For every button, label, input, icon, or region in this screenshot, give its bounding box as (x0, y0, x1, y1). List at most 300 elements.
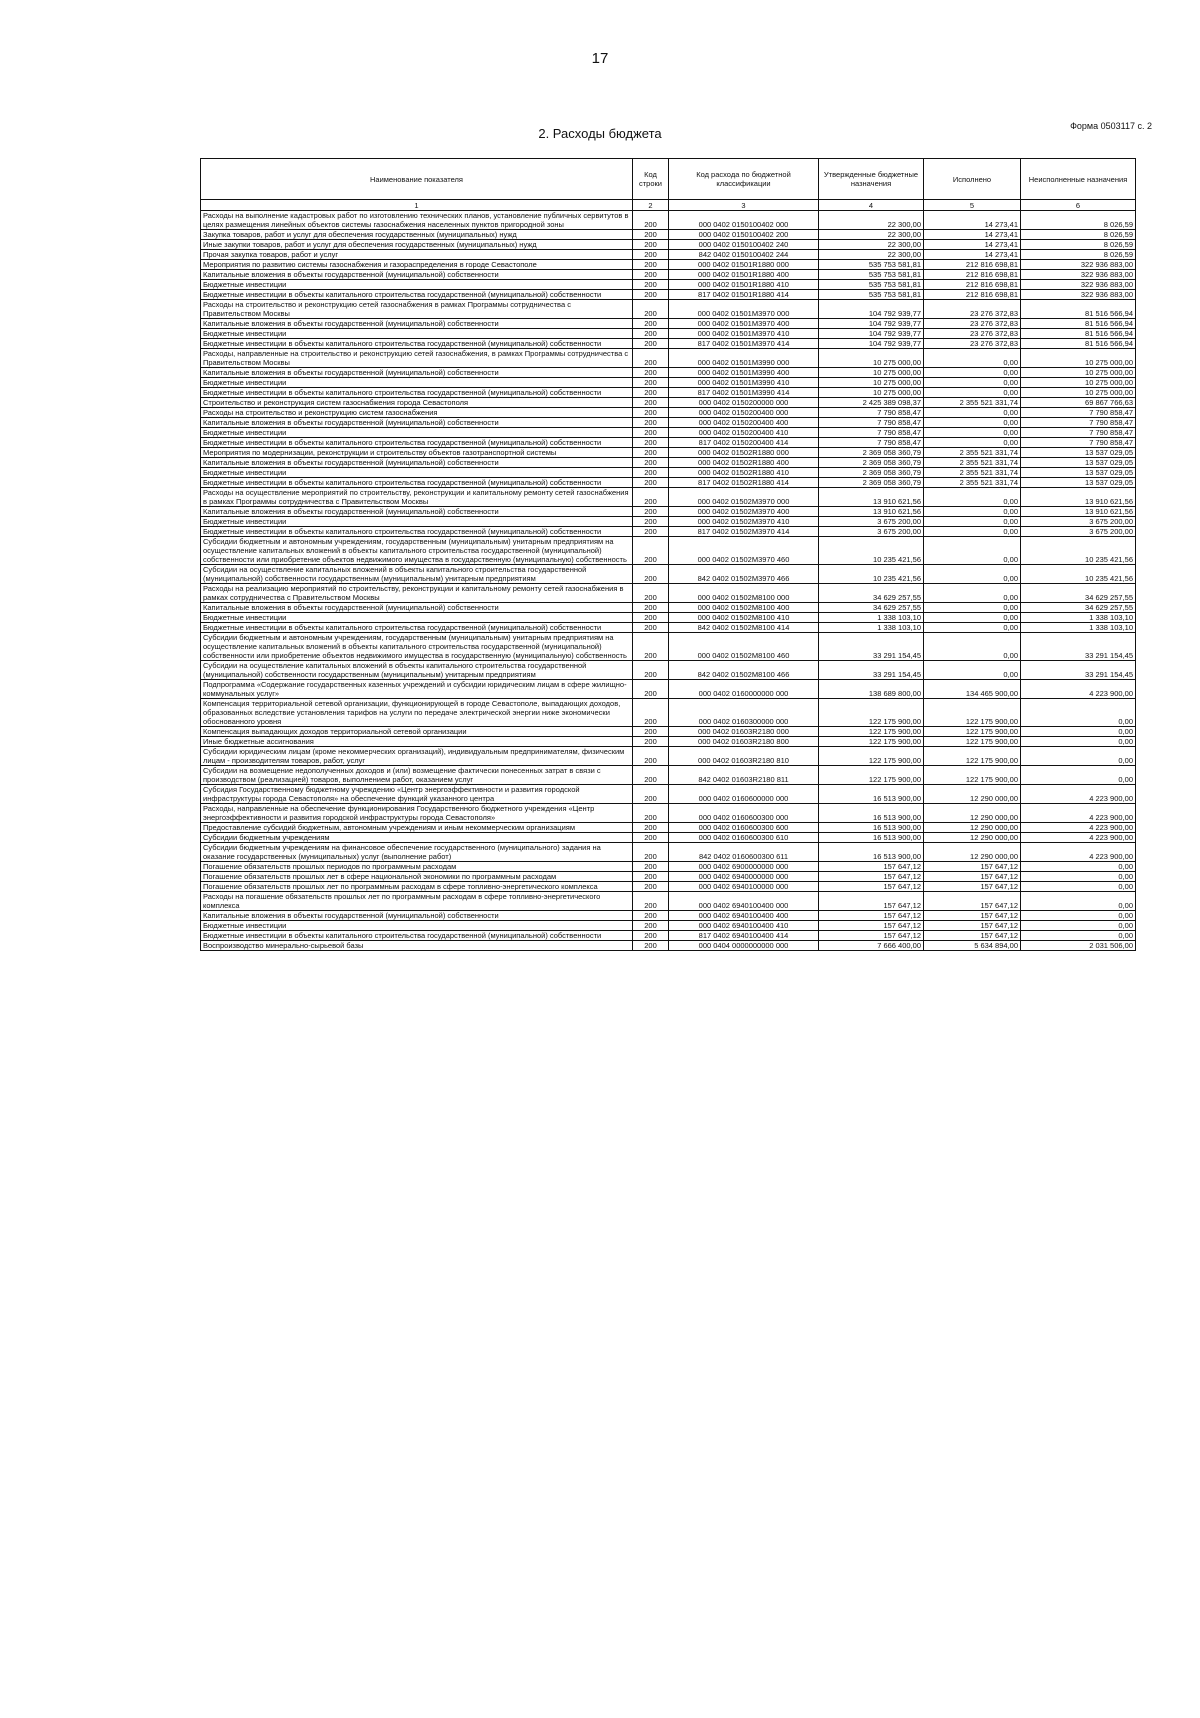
row-unexecuted-cell: 7 790 858,47 (1021, 438, 1136, 448)
table-row (201, 507, 1136, 517)
row-name-cell: Закупка товаров, работ и услуг для обеспечения государственных (муниципальных) нужд (201, 230, 633, 240)
row-executed-cell: 212 816 698,81 (924, 260, 1021, 270)
table-row (201, 941, 1136, 951)
row-executed-cell: 0,00 (924, 438, 1021, 448)
page-title: 2. Расходы бюджета (538, 126, 662, 141)
row-line-code-cell: 200 (633, 448, 669, 458)
row-name-cell: Бюджетные инвестиции (201, 280, 633, 290)
row-unexecuted-cell: 8 026,59 (1021, 230, 1136, 240)
row-name-cell: Расходы на строительство и реконструкцию сетей газоснабжения в рамках Программы сотрудничества с Правительством Москвы (201, 300, 633, 319)
row-unexecuted-cell: 322 936 883,00 (1021, 280, 1136, 290)
row-line-code-cell: 200 (633, 230, 669, 240)
row-unexecuted-cell: 4 223 900,00 (1021, 785, 1136, 804)
row-line-code-cell: 200 (633, 240, 669, 250)
row-name-cell: Субсидии бюджетным и автономным учреждениям, государственным (муниципальным) унитарным предприятиям на осуществление капитальных вложений в объекты капитального строительства государственной (муниципальной) собственности или приобретение объектов недвижимого имущества в государственную (муниципальную) собственность (201, 633, 633, 661)
row-approved-cell: 16 513 900,00 (819, 843, 924, 862)
row-line-code-cell: 200 (633, 260, 669, 270)
table-row (201, 823, 1136, 833)
row-approved-cell: 1 338 103,10 (819, 623, 924, 633)
row-line-code-cell: 200 (633, 339, 669, 349)
table-row (201, 680, 1136, 699)
form-code: Форма 0503117 с. 2 (1070, 121, 1152, 131)
row-unexecuted-cell: 13 537 029,05 (1021, 468, 1136, 478)
table-row (201, 408, 1136, 418)
row-unexecuted-cell: 0,00 (1021, 862, 1136, 872)
row-line-code-cell: 200 (633, 537, 669, 565)
row-approved-cell: 3 675 200,00 (819, 527, 924, 537)
row-approved-cell: 157 647,12 (819, 921, 924, 931)
row-name-cell: Предоставление субсидий бюджетным, автономным учреждениям и иным некоммерческим организациям (201, 823, 633, 833)
row-approved-cell: 2 425 389 098,37 (819, 398, 924, 408)
column-number: 3 (669, 200, 819, 211)
table-row (201, 378, 1136, 388)
row-executed-cell: 0,00 (924, 378, 1021, 388)
row-name-cell: Бюджетные инвестиции (201, 378, 633, 388)
column-number: 1 (201, 200, 633, 211)
row-executed-cell: 14 273,41 (924, 250, 1021, 260)
row-name-cell: Бюджетные инвестиции в объекты капитального строительства государственной (муниципальной) собственности (201, 623, 633, 633)
table-row (201, 766, 1136, 785)
row-name-cell: Бюджетные инвестиции (201, 517, 633, 527)
row-name-cell: Погашение обязательств прошлых лет в сфере национальной экономики по программным расходам (201, 872, 633, 882)
row-name-cell: Бюджетные инвестиции в объекты капитального строительства государственной (муниципальной) собственности (201, 290, 633, 300)
table-row (201, 699, 1136, 727)
row-unexecuted-cell: 13 910 621,56 (1021, 488, 1136, 507)
row-approved-cell: 122 175 900,00 (819, 737, 924, 747)
row-unexecuted-cell: 0,00 (1021, 766, 1136, 785)
row-line-code-cell: 200 (633, 862, 669, 872)
table-row (201, 661, 1136, 680)
table-row (201, 458, 1136, 468)
table-row (201, 230, 1136, 240)
column-number: 2 (633, 200, 669, 211)
row-name-cell: Строительство и реконструкция систем газоснабжения города Севастополя (201, 398, 633, 408)
row-executed-cell: 134 465 900,00 (924, 680, 1021, 699)
row-line-code-cell: 200 (633, 823, 669, 833)
table-row (201, 747, 1136, 766)
row-executed-cell: 122 175 900,00 (924, 727, 1021, 737)
row-executed-cell: 157 647,12 (924, 862, 1021, 872)
row-line-code-cell: 200 (633, 428, 669, 438)
row-executed-cell: 0,00 (924, 488, 1021, 507)
row-name-cell: Иные закупки товаров, работ и услуг для обеспечения государственных (муниципальных) нужд (201, 240, 633, 250)
row-expense-code-cell: 000 0402 01501R1880 410 (669, 280, 819, 290)
row-name-cell: Субсидии бюджетным учреждениям (201, 833, 633, 843)
row-expense-code-cell: 842 0402 01502M3970 466 (669, 565, 819, 584)
row-approved-cell: 10 235 421,56 (819, 565, 924, 584)
row-unexecuted-cell: 8 026,59 (1021, 240, 1136, 250)
table-row (201, 921, 1136, 931)
table-row (201, 882, 1136, 892)
row-unexecuted-cell: 0,00 (1021, 921, 1136, 931)
row-line-code-cell: 200 (633, 488, 669, 507)
row-name-cell: Субсидии на осуществление капитальных вложений в объекты капитального строительства государственной (муниципальной) собственности государственным (муниципальным) унитарным предприятиям (201, 661, 633, 680)
row-approved-cell: 157 647,12 (819, 872, 924, 882)
row-expense-code-cell: 000 0402 01501M3970 400 (669, 319, 819, 329)
row-approved-cell: 16 513 900,00 (819, 823, 924, 833)
table-row (201, 448, 1136, 458)
row-line-code-cell: 200 (633, 211, 669, 230)
row-line-code-cell: 200 (633, 699, 669, 727)
row-name-cell: Бюджетные инвестиции в объекты капитального строительства государственной (муниципальной) собственности (201, 931, 633, 941)
row-unexecuted-cell: 4 223 900,00 (1021, 843, 1136, 862)
row-name-cell: Субсидии на возмещение недополученных доходов и (или) возмещение фактически понесенных затрат в связи с производством (реализацией) товаров, выполнением работ, оказанием услуг (201, 766, 633, 785)
row-name-cell: Капитальные вложения в объекты государственной (муниципальной) собственности (201, 603, 633, 613)
row-line-code-cell: 200 (633, 603, 669, 613)
row-name-cell: Компенсация территориальной сетевой организации, функционирующей в городе Севастополе, выпадающих доходов, образованных вследствие установления тарифов на услуги по передаче электрической энергии ниже экономически обоснованного уровня (201, 699, 633, 727)
row-expense-code-cell: 000 0402 0160300000 000 (669, 699, 819, 727)
table-row (201, 329, 1136, 339)
row-expense-code-cell: 000 0402 01501M3990 000 (669, 349, 819, 368)
row-executed-cell: 12 290 000,00 (924, 804, 1021, 823)
row-expense-code-cell: 842 0402 0150100402 244 (669, 250, 819, 260)
row-executed-cell: 0,00 (924, 603, 1021, 613)
row-name-cell: Бюджетные инвестиции в объекты капитального строительства государственной (муниципальной) собственности (201, 438, 633, 448)
row-unexecuted-cell: 10 275 000,00 (1021, 368, 1136, 378)
row-executed-cell: 0,00 (924, 388, 1021, 398)
row-unexecuted-cell: 81 516 566,94 (1021, 300, 1136, 319)
row-unexecuted-cell: 0,00 (1021, 911, 1136, 921)
row-executed-cell: 157 647,12 (924, 931, 1021, 941)
row-unexecuted-cell: 81 516 566,94 (1021, 339, 1136, 349)
row-executed-cell: 0,00 (924, 408, 1021, 418)
row-line-code-cell: 200 (633, 438, 669, 448)
row-name-cell: Расходы на реализацию мероприятий по строительству, реконструкции и капитальному ремонту сетей газоснабжения в рамках сотрудничества с Правительством Москвы (201, 584, 633, 603)
row-unexecuted-cell: 8 026,59 (1021, 250, 1136, 260)
row-approved-cell: 10 275 000,00 (819, 349, 924, 368)
row-name-cell: Подпрограмма «Содержание государственных казенных учреждений и субсидии юридическим лицам в сфере жилищно-коммунальных услуг» (201, 680, 633, 699)
row-executed-cell: 212 816 698,81 (924, 290, 1021, 300)
row-unexecuted-cell: 10 235 421,56 (1021, 565, 1136, 584)
row-expense-code-cell: 000 0402 01603R2180 800 (669, 737, 819, 747)
header-indicator-name: Наименование показателя (201, 159, 633, 200)
table-row (201, 833, 1136, 843)
table-row (201, 804, 1136, 823)
row-name-cell: Бюджетные инвестиции (201, 329, 633, 339)
table-row (201, 517, 1136, 527)
row-approved-cell: 22 300,00 (819, 230, 924, 240)
row-name-cell: Капитальные вложения в объекты государственной (муниципальной) собственности (201, 911, 633, 921)
table-row (201, 368, 1136, 378)
row-unexecuted-cell: 13 537 029,05 (1021, 448, 1136, 458)
row-line-code-cell: 200 (633, 398, 669, 408)
row-unexecuted-cell: 322 936 883,00 (1021, 260, 1136, 270)
row-line-code-cell: 200 (633, 843, 669, 862)
table-row (201, 527, 1136, 537)
row-executed-cell: 0,00 (924, 507, 1021, 517)
row-line-code-cell: 200 (633, 418, 669, 428)
row-executed-cell: 157 647,12 (924, 882, 1021, 892)
row-expense-code-cell: 000 0402 6940100400 400 (669, 911, 819, 921)
row-line-code-cell: 200 (633, 872, 669, 882)
table-row (201, 270, 1136, 280)
row-approved-cell: 104 792 939,77 (819, 339, 924, 349)
row-expense-code-cell: 000 0402 0160600000 000 (669, 785, 819, 804)
row-line-code-cell: 200 (633, 378, 669, 388)
row-approved-cell: 122 175 900,00 (819, 747, 924, 766)
header-approved: Утвержденные бюджетные назначения (819, 159, 924, 200)
row-name-cell: Иные бюджетные ассигнования (201, 737, 633, 747)
row-name-cell: Капитальные вложения в объекты государственной (муниципальной) собственности (201, 458, 633, 468)
table-row (201, 290, 1136, 300)
row-approved-cell: 122 175 900,00 (819, 727, 924, 737)
row-name-cell: Расходы на осуществление мероприятий по строительству, реконструкции и капитальному ремонту сетей газоснабжения в рамках Программы сотрудничества с Правительством Москвы (201, 488, 633, 507)
row-executed-cell: 2 355 521 331,74 (924, 458, 1021, 468)
header-line-code: Код строки (633, 159, 669, 200)
row-executed-cell: 12 290 000,00 (924, 823, 1021, 833)
row-approved-cell: 535 753 581,81 (819, 270, 924, 280)
row-line-code-cell: 200 (633, 892, 669, 911)
row-unexecuted-cell: 8 026,59 (1021, 211, 1136, 230)
row-unexecuted-cell: 34 629 257,55 (1021, 603, 1136, 613)
row-executed-cell: 157 647,12 (924, 921, 1021, 931)
row-expense-code-cell: 000 0402 0150100402 000 (669, 211, 819, 230)
row-approved-cell: 535 753 581,81 (819, 280, 924, 290)
row-executed-cell: 23 276 372,83 (924, 319, 1021, 329)
row-executed-cell: 122 175 900,00 (924, 737, 1021, 747)
row-line-code-cell: 200 (633, 623, 669, 633)
table-row (201, 319, 1136, 329)
row-line-code-cell: 200 (633, 300, 669, 319)
row-expense-code-cell: 000 0402 0150200400 410 (669, 428, 819, 438)
row-unexecuted-cell: 33 291 154,45 (1021, 661, 1136, 680)
row-executed-cell: 0,00 (924, 537, 1021, 565)
row-approved-cell: 1 338 103,10 (819, 613, 924, 623)
row-expense-code-cell: 000 0402 01502M3970 410 (669, 517, 819, 527)
row-line-code-cell: 200 (633, 458, 669, 468)
row-line-code-cell: 200 (633, 478, 669, 488)
row-unexecuted-cell: 10 275 000,00 (1021, 349, 1136, 368)
row-expense-code-cell: 817 0402 6940100400 414 (669, 931, 819, 941)
row-executed-cell: 12 290 000,00 (924, 843, 1021, 862)
column-number-row (201, 200, 1136, 211)
row-approved-cell: 22 300,00 (819, 250, 924, 260)
row-expense-code-cell: 842 0402 01502M8100 414 (669, 623, 819, 633)
row-unexecuted-cell: 0,00 (1021, 892, 1136, 911)
row-executed-cell: 122 175 900,00 (924, 699, 1021, 727)
row-name-cell: Бюджетные инвестиции в объекты капитального строительства государственной (муниципальной) собственности (201, 478, 633, 488)
row-name-cell: Расходы, направленные на обеспечение функционирования Государственного бюджетного учреждения «Центр энергоэффективности и развития городской инфраструктуры города Севастополя» (201, 804, 633, 823)
row-line-code-cell: 200 (633, 368, 669, 378)
row-expense-code-cell: 000 0402 0160600300 610 (669, 833, 819, 843)
row-line-code-cell: 200 (633, 727, 669, 737)
row-line-code-cell: 200 (633, 319, 669, 329)
budget-expenses-table (200, 158, 1136, 951)
row-unexecuted-cell: 0,00 (1021, 872, 1136, 882)
row-unexecuted-cell: 3 675 200,00 (1021, 517, 1136, 527)
row-expense-code-cell: 000 0402 0160600300 000 (669, 804, 819, 823)
row-approved-cell: 157 647,12 (819, 931, 924, 941)
row-approved-cell: 122 175 900,00 (819, 699, 924, 727)
table-row (201, 300, 1136, 319)
row-expense-code-cell: 000 0402 6900000000 000 (669, 862, 819, 872)
table-row (201, 727, 1136, 737)
table-row (201, 785, 1136, 804)
row-name-cell: Субсидии на осуществление капитальных вложений в объекты капитального строительства государственной (муниципальной) собственности государственным (муниципальным) унитарным предприятиям (201, 565, 633, 584)
row-executed-cell: 2 355 521 331,74 (924, 478, 1021, 488)
row-executed-cell: 0,00 (924, 527, 1021, 537)
row-executed-cell: 0,00 (924, 418, 1021, 428)
row-unexecuted-cell: 1 338 103,10 (1021, 613, 1136, 623)
row-unexecuted-cell: 322 936 883,00 (1021, 270, 1136, 280)
column-number: 4 (819, 200, 924, 211)
table-row (201, 468, 1136, 478)
table-row (201, 584, 1136, 603)
table-row (201, 565, 1136, 584)
row-approved-cell: 157 647,12 (819, 862, 924, 872)
row-approved-cell: 22 300,00 (819, 240, 924, 250)
column-number: 6 (1021, 200, 1136, 211)
row-expense-code-cell: 000 0402 0150200400 400 (669, 418, 819, 428)
row-name-cell: Субсидия Государственному бюджетному учреждению «Центр энергоэффективности и развития городской инфраструктуры города Севастополя» на обеспечение функций указанного центра (201, 785, 633, 804)
row-approved-cell: 7 790 858,47 (819, 438, 924, 448)
row-unexecuted-cell: 13 537 029,05 (1021, 478, 1136, 488)
row-name-cell: Бюджетные инвестиции в объекты капитального строительства государственной (муниципальной) собственности (201, 527, 633, 537)
row-unexecuted-cell: 34 629 257,55 (1021, 584, 1136, 603)
row-expense-code-cell: 000 0402 01501M3970 000 (669, 300, 819, 319)
row-expense-code-cell: 000 0402 01502M8100 410 (669, 613, 819, 623)
row-approved-cell: 16 513 900,00 (819, 785, 924, 804)
row-expense-code-cell: 000 0402 0150100402 200 (669, 230, 819, 240)
row-expense-code-cell: 842 0402 01502M8100 466 (669, 661, 819, 680)
row-executed-cell: 14 273,41 (924, 230, 1021, 240)
row-line-code-cell: 200 (633, 661, 669, 680)
row-unexecuted-cell: 13 910 621,56 (1021, 507, 1136, 517)
row-unexecuted-cell: 81 516 566,94 (1021, 329, 1136, 339)
row-expense-code-cell: 000 0404 0000000000 000 (669, 941, 819, 951)
row-unexecuted-cell: 13 537 029,05 (1021, 458, 1136, 468)
table-row (201, 931, 1136, 941)
row-expense-code-cell: 000 0402 01501R1880 000 (669, 260, 819, 270)
row-approved-cell: 13 910 621,56 (819, 488, 924, 507)
table-header-row (201, 159, 1136, 200)
row-expense-code-cell: 000 0402 6940100000 000 (669, 882, 819, 892)
column-number: 5 (924, 200, 1021, 211)
row-expense-code-cell: 000 0402 0150200400 000 (669, 408, 819, 418)
row-line-code-cell: 200 (633, 280, 669, 290)
row-name-cell: Мероприятия по развитию системы газоснабжения и газораспределения в городе Севастополе (201, 260, 633, 270)
table-row (201, 613, 1136, 623)
row-approved-cell: 3 675 200,00 (819, 517, 924, 527)
table-row (201, 843, 1136, 862)
row-expense-code-cell: 000 0402 0150100402 240 (669, 240, 819, 250)
row-expense-code-cell: 000 0402 0160600300 600 (669, 823, 819, 833)
row-executed-cell: 2 355 521 331,74 (924, 448, 1021, 458)
row-unexecuted-cell: 33 291 154,45 (1021, 633, 1136, 661)
row-unexecuted-cell: 10 235 421,56 (1021, 537, 1136, 565)
row-executed-cell: 12 290 000,00 (924, 785, 1021, 804)
row-line-code-cell: 200 (633, 680, 669, 699)
row-line-code-cell: 200 (633, 250, 669, 260)
row-line-code-cell: 200 (633, 517, 669, 527)
row-name-cell: Погашение обязательств прошлых лет по программным расходам в сфере топливно-энергетического комплекса (201, 882, 633, 892)
row-executed-cell: 157 647,12 (924, 892, 1021, 911)
row-unexecuted-cell: 7 790 858,47 (1021, 418, 1136, 428)
table-row (201, 737, 1136, 747)
row-name-cell: Погашение обязательств прошлых периодов по программным расходам (201, 862, 633, 872)
row-executed-cell: 5 634 894,00 (924, 941, 1021, 951)
row-approved-cell: 2 369 058 360,79 (819, 468, 924, 478)
row-approved-cell: 535 753 581,81 (819, 290, 924, 300)
table-row (201, 488, 1136, 507)
row-line-code-cell: 200 (633, 921, 669, 931)
row-expense-code-cell: 817 0402 01501M3990 414 (669, 388, 819, 398)
table-row (201, 862, 1136, 872)
table-row (201, 349, 1136, 368)
row-line-code-cell: 200 (633, 931, 669, 941)
row-executed-cell: 0,00 (924, 349, 1021, 368)
row-line-code-cell: 200 (633, 785, 669, 804)
row-executed-cell: 14 273,41 (924, 240, 1021, 250)
row-executed-cell: 23 276 372,83 (924, 339, 1021, 349)
row-executed-cell: 122 175 900,00 (924, 766, 1021, 785)
row-executed-cell: 12 290 000,00 (924, 833, 1021, 843)
row-unexecuted-cell: 0,00 (1021, 882, 1136, 892)
row-approved-cell: 34 629 257,55 (819, 584, 924, 603)
row-expense-code-cell: 000 0402 01502M8100 460 (669, 633, 819, 661)
table-row (201, 911, 1136, 921)
row-executed-cell: 122 175 900,00 (924, 747, 1021, 766)
row-unexecuted-cell: 7 790 858,47 (1021, 428, 1136, 438)
row-expense-code-cell: 000 0402 01502M3970 400 (669, 507, 819, 517)
row-approved-cell: 16 513 900,00 (819, 833, 924, 843)
row-name-cell: Бюджетные инвестиции (201, 613, 633, 623)
row-approved-cell: 7 790 858,47 (819, 428, 924, 438)
table-row (201, 633, 1136, 661)
table-row (201, 478, 1136, 488)
row-line-code-cell: 200 (633, 290, 669, 300)
row-expense-code-cell: 817 0402 01501M3970 414 (669, 339, 819, 349)
row-name-cell: Субсидии бюджетным учреждениям на финансовое обеспечение государственного (муниципального) задания на оказание государственных (муниципальных) услуг (выполнение работ) (201, 843, 633, 862)
row-name-cell: Капитальные вложения в объекты государственной (муниципальной) собственности (201, 319, 633, 329)
table-row (201, 388, 1136, 398)
table-row (201, 418, 1136, 428)
row-approved-cell: 7 666 400,00 (819, 941, 924, 951)
row-executed-cell: 23 276 372,83 (924, 329, 1021, 339)
row-unexecuted-cell: 1 338 103,10 (1021, 623, 1136, 633)
row-line-code-cell: 200 (633, 911, 669, 921)
row-expense-code-cell: 817 0402 01501R1880 414 (669, 290, 819, 300)
row-line-code-cell: 200 (633, 388, 669, 398)
row-expense-code-cell: 000 0402 0150200000 000 (669, 398, 819, 408)
table-row (201, 240, 1136, 250)
row-approved-cell: 13 910 621,56 (819, 507, 924, 517)
row-approved-cell: 22 300,00 (819, 211, 924, 230)
row-name-cell: Воспроизводство минерально-сырьевой базы (201, 941, 633, 951)
row-executed-cell: 157 647,12 (924, 911, 1021, 921)
row-line-code-cell: 200 (633, 527, 669, 537)
row-unexecuted-cell: 4 223 900,00 (1021, 823, 1136, 833)
row-executed-cell: 212 816 698,81 (924, 280, 1021, 290)
header-expense-code: Код расхода по бюджетной классификации (669, 159, 819, 200)
row-expense-code-cell: 000 0402 01501R1880 400 (669, 270, 819, 280)
row-line-code-cell: 200 (633, 613, 669, 623)
row-approved-cell: 10 275 000,00 (819, 378, 924, 388)
row-executed-cell: 2 355 521 331,74 (924, 398, 1021, 408)
row-approved-cell: 2 369 058 360,79 (819, 478, 924, 488)
header-executed: Исполнено (924, 159, 1021, 200)
row-line-code-cell: 200 (633, 329, 669, 339)
row-expense-code-cell: 000 0402 01501M3990 410 (669, 378, 819, 388)
row-executed-cell: 0,00 (924, 623, 1021, 633)
table-row (201, 211, 1136, 230)
row-line-code-cell: 200 (633, 349, 669, 368)
row-expense-code-cell: 000 0402 0160000000 000 (669, 680, 819, 699)
row-executed-cell: 14 273,41 (924, 211, 1021, 230)
row-unexecuted-cell: 0,00 (1021, 727, 1136, 737)
row-line-code-cell: 200 (633, 408, 669, 418)
row-approved-cell: 34 629 257,55 (819, 603, 924, 613)
